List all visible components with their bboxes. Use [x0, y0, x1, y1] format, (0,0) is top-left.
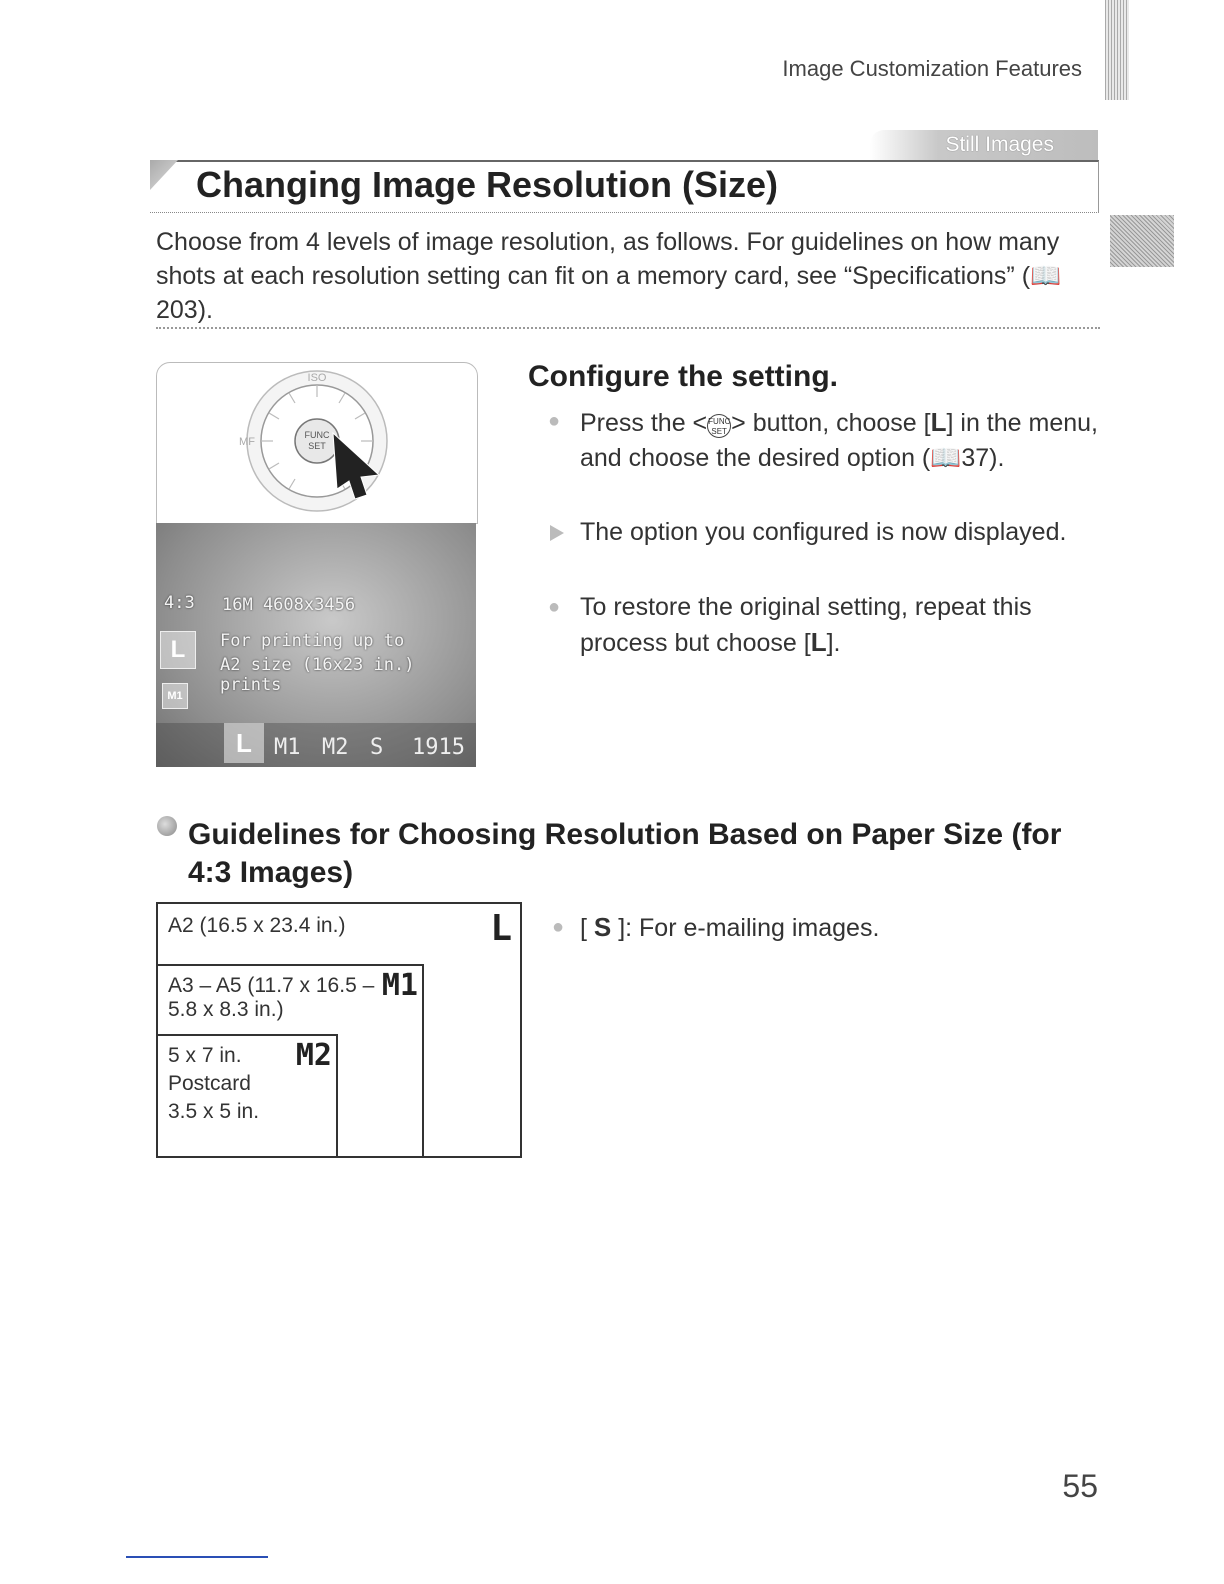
- lcd-option-m1: M1: [274, 735, 301, 760]
- step-bullet-1: Press the <FUNC SET > button, choose [L] in the menu, and choose the desired option (📖37).: [580, 407, 1098, 472]
- subsection-bullet-icon: [157, 816, 177, 836]
- svg-text:SET: SET: [308, 441, 326, 451]
- bullet-icon: ●: [548, 410, 561, 432]
- page-title: Changing Image Resolution (Size): [196, 164, 779, 205]
- lcd-option-m2: M2: [322, 735, 349, 760]
- bullet-icon: ●: [552, 916, 565, 938]
- still-images-label: Still Images: [945, 133, 1054, 156]
- paper-size-box-5x7: [156, 1034, 338, 1158]
- lcd-screen: [156, 523, 476, 767]
- control-dial-illustration: [156, 362, 478, 524]
- footer-rule: [126, 1556, 268, 1558]
- lcd-side-large: L: [160, 631, 196, 669]
- svg-text:FUNC: FUNC: [304, 430, 330, 440]
- func-set-icon: FUNC SET: [707, 414, 731, 438]
- lcd-desc-line2: A2 size (16x23 in.) prints: [220, 655, 415, 695]
- guidelines-heading: Guidelines for Choosing Resolution Based on Paper Size (for 4:3 Images): [188, 818, 1062, 889]
- resolution-tag-m2: M2: [295, 1038, 332, 1073]
- running-head: Image Customization Features: [782, 56, 1082, 81]
- lcd-option-l-selected: L: [224, 723, 264, 763]
- step-bullet-2: The option you configured is now displayed.: [580, 518, 1067, 546]
- small-resolution-note: [ S ]: For e-mailing images.: [580, 912, 880, 942]
- lcd-shot-count: 1915: [412, 735, 465, 760]
- svg-text:MF: MF: [239, 436, 255, 448]
- chapter-edge-tab: [1105, 0, 1129, 100]
- chapter-side-tab: [1110, 215, 1174, 267]
- paper-size-label: 5 x 7 in.: [168, 1044, 242, 1067]
- control-dial-icon: [157, 363, 477, 523]
- large-resolution-icon: L: [930, 407, 947, 437]
- lcd-desc-line1: For printing up to: [220, 631, 405, 651]
- resolution-tag-l: L: [490, 908, 512, 949]
- dotted-divider: [156, 327, 1100, 329]
- lcd-size-info: 16M 4608x3456: [222, 595, 356, 615]
- lcd-side-medium: M1: [162, 683, 188, 709]
- paper-size-label: A2 (16.5 x 23.4 in.): [168, 914, 346, 937]
- result-arrow-icon: [550, 525, 564, 541]
- paper-size-sublabel: Postcard: [168, 1072, 251, 1095]
- step-bullet-3: To restore the original setting, repeat this process but choose [L].: [580, 593, 1032, 657]
- svg-text:ISO: ISO: [307, 372, 327, 384]
- paper-size-label: A3 – A5 (11.7 x 16.5 – 5.8 x 8.3 in.): [168, 974, 375, 1021]
- page-number: 55: [1062, 1468, 1098, 1504]
- bullet-icon: ●: [548, 596, 561, 618]
- lcd-aspect: 4:3: [164, 593, 195, 613]
- step-heading: Configure the setting.: [528, 360, 838, 393]
- lcd-option-s: S: [370, 735, 384, 760]
- paper-size-sublabel: 3.5 x 5 in.: [168, 1100, 260, 1123]
- resolution-tag-m1: M1: [381, 968, 418, 1003]
- small-resolution-icon: S: [593, 912, 612, 942]
- intro-paragraph: Choose from 4 levels of image resolution, as follows. For guidelines on how many shots at each resolution setting can fit on a memory card, see “Specifications” (📖203).: [156, 228, 1062, 324]
- large-resolution-icon: L: [810, 627, 827, 657]
- still-images-badge: [870, 130, 1098, 162]
